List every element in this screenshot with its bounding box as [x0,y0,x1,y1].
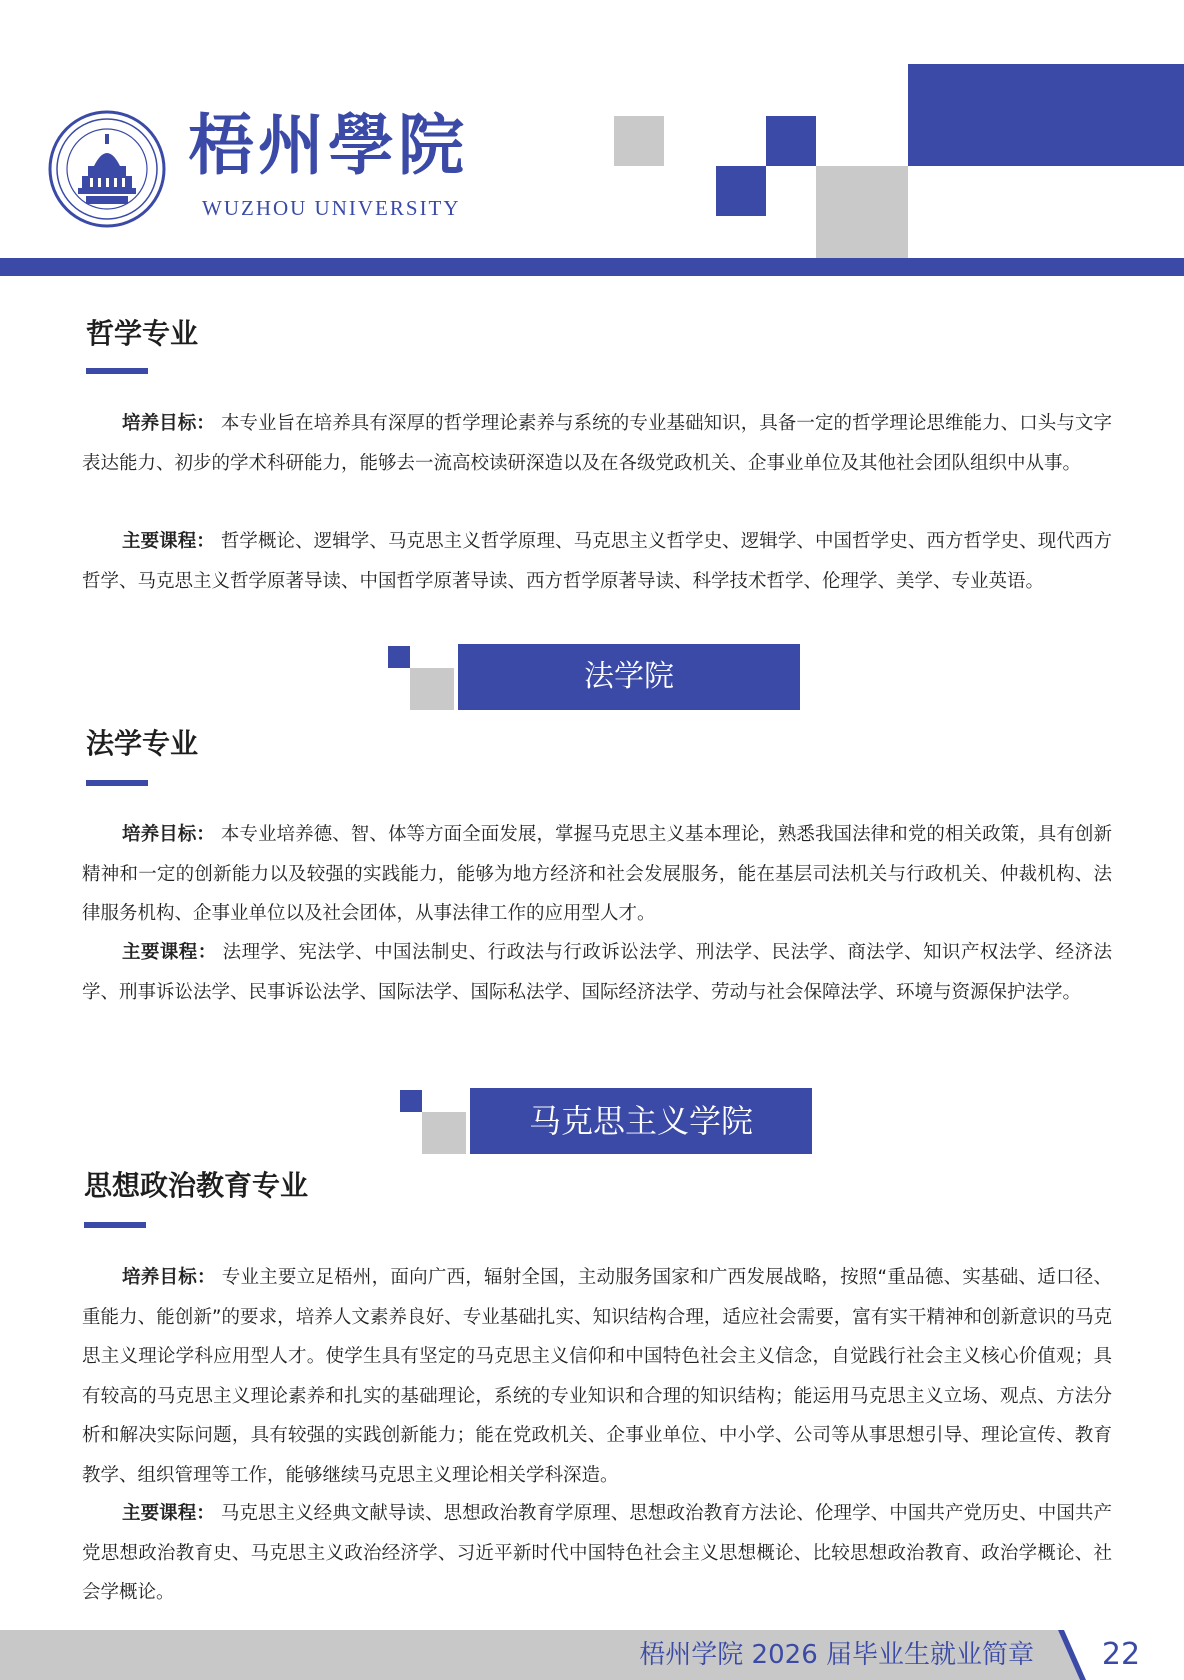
major-title-law: 法学专业 [86,727,199,760]
header-deco-block-gray-large [816,166,908,258]
main-courses-paragraph [82,933,1112,1012]
main-courses-paragraph [82,522,1112,601]
header-deco-block-blue-2 [716,166,766,216]
footer-title: 梧州学院 2026 届毕业生就业简章 [639,1640,1034,1670]
course-label: 主要课程： [122,1503,215,1524]
course-text: 法理学、宪法学、中国法制史、行政法与行政诉讼法学、刑法学、民法学、商法学、知识产权法学、经济法学、刑事诉讼法学、民事诉讼法学、国际法学、国际私法学、国际经济法学、劳动与社会保障法学、环境与资源保护法学。 [82,942,1112,1003]
university-name-en: WUZHOU UNIVERSITY [202,196,461,220]
title-underline [86,780,148,786]
university-name-cn: 梧州學院 [188,106,468,184]
page-number: 22 [1101,1637,1141,1672]
goal-text: 专业主要立足梧州，面向广西，辐射全国，主动服务国家和广西发展战略，按照“重品德、实基础、适口径、重能力、能创新”的要求，培养人文素养良好、专业基础扎实、知识结构合理，适应社会需要，富有实干精神和创新意识的马克思主义理论学科应用型人才。使学生具有坚定的马克思主义信仰和中国特色社会主义信念，自觉践行社会主义核心价值观；具有较高的马克思主义理论素养和扎实的基础理论，系统的专业知识和合理的知识结构；能运用马克思主义立场、观点、方法分析和解决实际问题，具有较强的实践创新能力；能在党政机关、企事业单位、中小学、公司等从事思想引导、理论宣传、教育教学、组织管理等工作，能够继续马克思主义理论相关学科深造。 [82,1267,1112,1486]
page-header [0,0,1184,280]
department-banner-law: 法学院 [458,644,800,710]
title-underline [86,368,148,374]
university-seal-icon [48,110,166,228]
training-goal-paragraph [82,1258,1112,1495]
training-goal-paragraph [82,815,1112,934]
major-title-philosophy: 哲学专业 [86,317,199,350]
header-deco-block-gray-small [614,116,664,166]
banner-deco-gray [410,668,454,710]
header-deco-block-large [908,64,1184,166]
goal-label: 培养目标： [122,1267,216,1288]
title-underline [84,1222,146,1228]
goal-label: 培养目标： [122,824,215,845]
banner-deco-small [388,646,410,668]
goal-label: 培养目标： [122,413,215,434]
course-text: 马克思主义经典文献导读、思想政治教育学原理、思想政治教育方法论、伦理学、中国共产党历史、中国共产党思想政治教育史、马克思主义政治经济学、习近平新时代中国特色社会主义思想概论、比较思想政治教育、政治学概论、社会学概论。 [82,1503,1112,1603]
goal-text: 本专业培养德、智、体等方面全面发展，掌握马克思主义基本理论，熟悉我国法律和党的相关政策，具有创新精神和一定的创新能力以及较强的实践能力，能够为地方经济和社会发展服务，能在基层司法机关与行政机关、仲裁机构、法律服务机构、企事业单位以及社会团体，从事法律工作的应用型人才。 [82,824,1112,924]
major-title-ideological-education: 思想政治教育专业 [84,1169,309,1202]
department-banner-marxism: 马克思主义学院 [470,1088,812,1154]
course-label: 主要课程： [122,942,217,963]
header-deco-block-blue-1 [766,116,816,166]
training-goal-paragraph [82,404,1112,483]
course-text: 哲学概论、逻辑学、马克思主义哲学原理、马克思主义哲学史、逻辑学、中国哲学史、西方哲学史、现代西方哲学、马克思主义哲学原著导读、中国哲学原著导读、西方哲学原著导读、科学技术哲学、伦理学、美学、专业英语。 [82,531,1112,592]
banner-deco-gray [422,1112,466,1154]
goal-text: 本专业旨在培养具有深厚的哲学理论素养与系统的专业基础知识，具备一定的哲学理论思维能力、口头与文字表达能力、初步的学术科研能力，能够去一流高校读研深造以及在各级党政机关、企事业单位及其他社会团队组织中从事。 [82,413,1112,474]
banner-deco-small [400,1090,422,1112]
main-courses-paragraph [82,1494,1112,1613]
course-label: 主要课程： [122,531,215,552]
header-divider-bar [0,258,1184,276]
